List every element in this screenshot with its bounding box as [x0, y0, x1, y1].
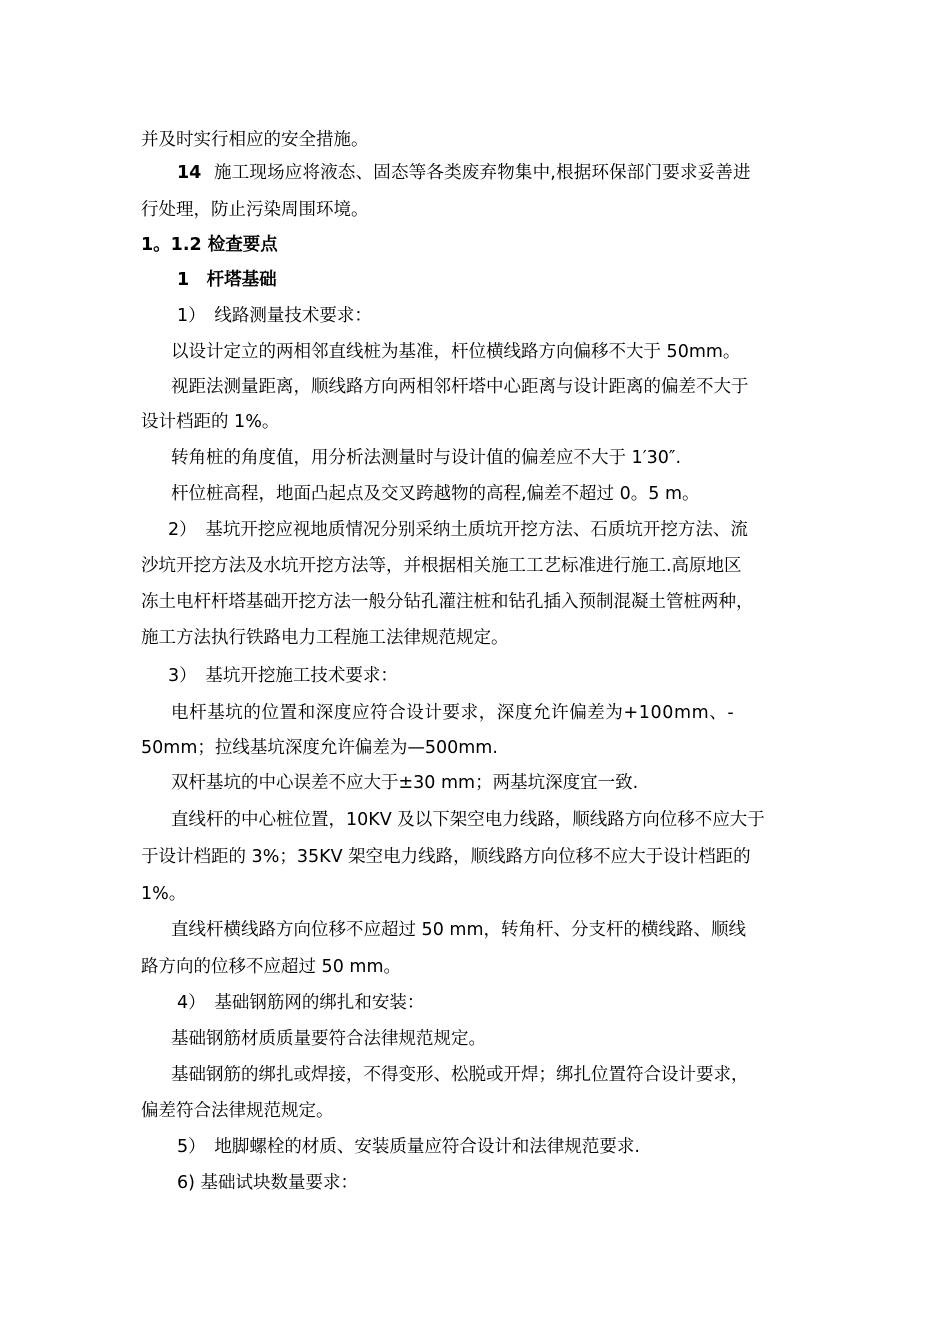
subsection-heading: 1 杆塔基础 [177, 270, 277, 290]
paragraph-line: 沙坑开挖方法及水坑开挖方法等，并根据相关施工工艺标准进行施工.高原地区 [141, 556, 742, 576]
paragraph-line: 直线杆横线路方向位移不应超过 50 mm，转角杆、分支杆的横线路、顺线 [171, 920, 746, 940]
item-number-14: 14 [177, 163, 202, 183]
paragraph-line: 杆位桩高程，地面凸起点及交叉跨越物的高程,偏差不超过 0。5 m。 [171, 484, 700, 504]
paragraph-line: 以设计定立的两相邻直线桩为基准，杆位横线路方向偏移不大于 50mm。 [171, 342, 741, 362]
list-item-heading: 2） 基坑开挖应视地质情况分别采纳土质坑开挖方法、石质坑开挖方法、流 [168, 520, 748, 540]
paragraph-line: 行处理，防止污染周围环境。 [141, 200, 369, 220]
paragraph-line: 视距法测量距离，顺线路方向两相邻杆塔中心距离与设计距离的偏差不大于 [171, 377, 749, 397]
list-item-heading: 4） 基础钢筋网的绑扎和安装： [177, 993, 425, 1013]
list-item-heading: 5） 地脚螺栓的材质、安装质量应符合设计和法律规范要求. [177, 1137, 640, 1157]
paragraph-line: 于设计档距的 3%；35KV 架空电力线路，顺线路方向位移不应大于设计档距的 [141, 847, 751, 867]
section-heading: 1。1.2 检查要点 [141, 235, 278, 255]
paragraph-line: 50mm；拉线基坑深度允许偏差为—500mm. [141, 738, 498, 758]
list-item-heading: 3） 基坑开挖施工技术要求： [168, 666, 398, 686]
paragraph-line: 并及时实行相应的安全措施。 [141, 130, 369, 150]
list-item-heading: 1） 线路测量技术要求： [177, 306, 372, 326]
item-number [177, 161, 201, 185]
paragraph-line: 1%。 [141, 884, 187, 904]
paragraph-line: 双杆基坑的中心误差不应大于±30 mm；两基坑深度宜一致. [171, 773, 639, 793]
paragraph-line: 直线杆的中心桩位置，10KV 及以下架空电力线路，顺线路方向位移不应大于 [171, 810, 765, 830]
paragraph-line: 偏差符合法律规范规定。 [141, 1101, 334, 1121]
paragraph-line: 基础钢筋的绑扎或焊接，不得变形、松脱或开焊；绑扎位置符合设计要求， [171, 1065, 749, 1085]
list-item-heading: 6) 基础试块数量要求： [177, 1173, 359, 1193]
paragraph-line: 电杆基坑的位置和深度应符合设计要求，深度允许偏差为+100mm、- [171, 703, 735, 723]
paragraph-line: 基础钢筋材质质量要符合法律规范规定。 [171, 1029, 486, 1049]
paragraph-line: 施工现场应将液态、固态等各类废弃物集中,根据环保部门要求妥善进 [214, 163, 751, 183]
paragraph-line: 路方向的位移不应超过 50 mm。 [141, 957, 401, 977]
paragraph-line: 施工方法执行铁路电力工程施工法律规范规定。 [141, 628, 509, 648]
paragraph-line: 冻土电杆杆塔基础开挖方法一般分钻孔灌注桩和钻孔插入预制混凝土管桩两种， [141, 592, 754, 612]
paragraph-line: 转角桩的角度值，用分析法测量时与设计值的偏差应不大于 1′30″. [171, 448, 682, 468]
paragraph-line: 设计档距的 1%。 [141, 412, 280, 432]
